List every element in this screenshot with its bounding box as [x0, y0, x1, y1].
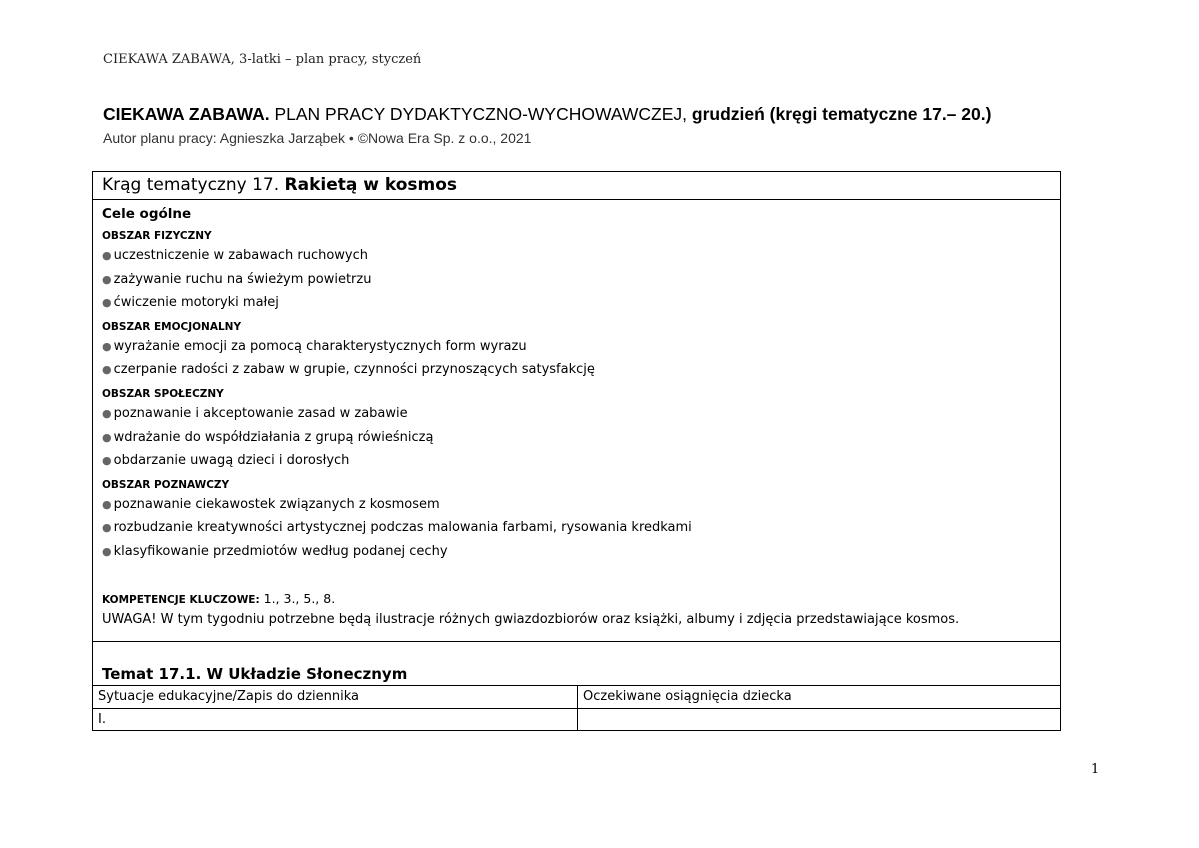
col-left-header: Sytuacje edukacyjne/Zapis do dziennika — [93, 686, 578, 708]
list-item-text: czerpanie radości z zabaw w grupie, czynności przynoszących satysfakcję — [113, 362, 595, 378]
area-heading: OBSZAR POZNAWCZY — [102, 478, 230, 491]
list-item-text: wyrażanie emocji za pomocą charakterystycznych form wyrazu — [113, 338, 527, 354]
list-item — [102, 358, 1060, 382]
bullet-icon: ● — [102, 339, 112, 353]
area-heading: OBSZAR EMOCJONALNY — [102, 320, 242, 333]
list-item-text: poznawanie i akceptowanie zasad w zabawie — [113, 405, 408, 421]
goals-title: Cele ogólne — [102, 206, 192, 222]
competences — [102, 587, 1060, 609]
circle-prefix: Krąg tematyczny 17. — [102, 175, 285, 195]
bullet-icon: ● — [102, 544, 112, 558]
bullet-icon: ● — [102, 430, 112, 444]
bullet-icon: ● — [102, 521, 112, 535]
list-item — [102, 493, 1060, 517]
list-item-text: zażywanie ruchu na świeżym powietrzu — [113, 271, 372, 287]
list-item-text: poznawanie ciekawostek związanych z kosmosem — [113, 496, 440, 512]
goals-section — [93, 204, 1060, 631]
table-row — [93, 709, 1060, 731]
bullet-icon: ● — [102, 406, 112, 420]
list-item — [102, 291, 1060, 315]
list-item — [102, 426, 1060, 450]
area-heading: OBSZAR SPOŁECZNY — [102, 387, 224, 400]
list-item-text: ćwiczenie motoryki małej — [113, 295, 279, 311]
list-item-text: uczestniczenie w zabawach ruchowych — [113, 248, 369, 263]
list-item-text: klasyfikowanie przedmiotów według podanej cechy — [113, 543, 448, 559]
bullet-icon: ● — [102, 272, 112, 286]
title-bold: CIEKAWA ZABAWA. — [103, 104, 270, 124]
title-normal: PLAN PRACY DYDAKTYCZNO-WYCHOWAWCZEJ, — [269, 104, 688, 124]
competences-value: 1., 3., 5., 8. — [259, 590, 336, 606]
row1-right — [578, 709, 1060, 731]
list-item — [102, 268, 1060, 292]
circle-heading — [93, 172, 1060, 200]
bullet-icon: ● — [102, 454, 112, 468]
col-right-header: Oczekiwane osiągnięcia dziecka — [583, 689, 792, 704]
circle-name: Rakietą w kosmos — [284, 175, 458, 195]
list-item-text: rozbudzanie kreatywności artystycznej podczas malowania farbami, rysowania kredkami — [113, 520, 692, 536]
running-header: CIEKAWA ZABAWA, 3-latki – plan pracy, styczeń — [103, 52, 422, 67]
title-rest: grudzień (kręgi tematyczne 17.– 20.) — [687, 104, 992, 124]
list-item — [102, 402, 1060, 426]
competences-label: KOMPETENCJE KLUCZOWE: — [102, 593, 260, 606]
list-item — [102, 335, 1060, 359]
bullet-icon: ● — [102, 497, 112, 511]
areas-list — [102, 224, 1060, 564]
page-number: 1 — [1091, 762, 1100, 777]
list-item — [102, 516, 1060, 540]
author-line: Autor planu pracy: Agnieszka Jarząbek • ©Nowa Era Sp. z o.o., 2021 — [103, 130, 532, 146]
topic-title: Temat 17.1. W Układzie Słonecznym — [93, 641, 1060, 686]
list-item — [102, 540, 1060, 564]
bullet-icon: ● — [102, 296, 112, 310]
area-heading: OBSZAR FIZYCZNY — [102, 230, 212, 242]
circle-box — [92, 171, 1061, 642]
list-item — [102, 449, 1060, 473]
bullet-icon: ● — [102, 249, 112, 262]
note: UWAGA! W tym tygodniu potrzebne będą ilustracje różnych gwiazdozbiorów oraz książki, albumy i zdjęcia przedstawiające kosmos. — [102, 611, 960, 627]
row1-left: I. — [93, 709, 578, 731]
list-item-text: wdrażanie do współdziałania z grupą rówieśniczą — [113, 429, 434, 445]
table-header-row — [93, 686, 1060, 709]
document-title — [103, 104, 991, 125]
bullet-icon: ● — [102, 363, 112, 377]
list-item-text: obdarzanie uwagą dzieci i dorosłych — [113, 453, 350, 469]
list-item — [102, 244, 1060, 268]
topic-table — [92, 641, 1061, 731]
